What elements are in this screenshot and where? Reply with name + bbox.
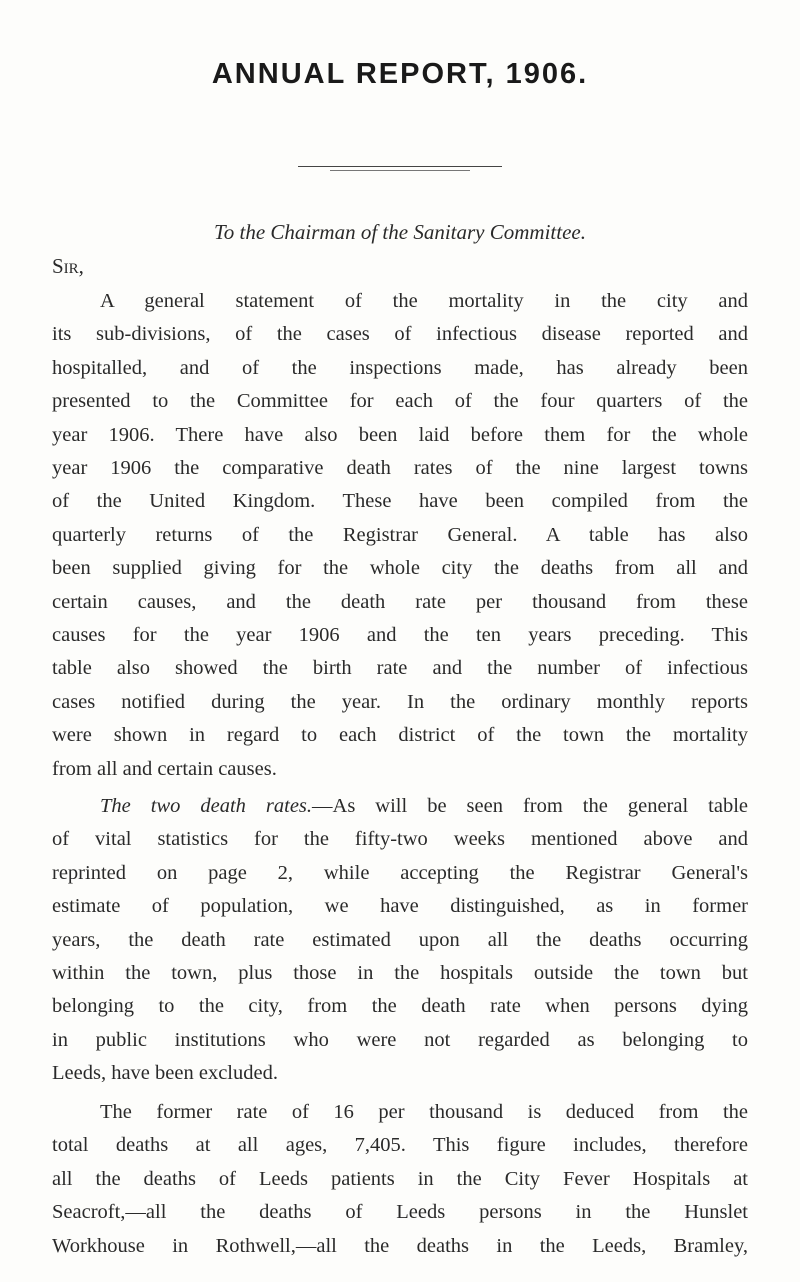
text-line (52, 993, 748, 1019)
line-text: Seacroft,—all the deaths of Leeds persons in the Hunslet (52, 1201, 748, 1224)
line-text: Leeds, have been excluded. (52, 1062, 278, 1085)
line-text: A general statement of the mortality in the city and (100, 290, 748, 312)
text-line (52, 722, 748, 748)
text-line (52, 488, 748, 514)
line-text: quarterly returns of the Registrar General. A table has also (52, 523, 748, 546)
address-line: To the Chairman of the Sanitary Committee. (214, 220, 586, 244)
text-line (52, 1060, 748, 1086)
line-text: from all and certain causes. (52, 757, 277, 780)
text-line (52, 589, 748, 615)
text-line (52, 455, 748, 481)
text-line (100, 1099, 748, 1125)
text-line (100, 288, 748, 314)
line-text: —As will be seen from the general table (312, 795, 748, 817)
text-line (52, 1233, 748, 1259)
text-line (52, 860, 748, 886)
line-text: Workhouse in Rothwell,—all the deaths in the Leeds, Bramley, (52, 1234, 748, 1257)
text-line (52, 927, 748, 953)
text-line (52, 355, 748, 381)
text-line (52, 422, 748, 448)
line-text: all the deaths of Leeds patients in the City Fever Hospitals at (52, 1167, 748, 1190)
text-line (52, 622, 748, 648)
line-text: causes for the year 1906 and the ten years preceding. This (52, 624, 748, 646)
salutation: Sir, (52, 254, 84, 278)
line-text: hospitalled, and of the inspections made, has already been (52, 356, 748, 379)
section-heading: The two death rates. (100, 795, 313, 817)
line-text: were shown in regard to each district of the town the mortality (52, 724, 748, 747)
decorative-rule (330, 170, 470, 171)
line-text: total deaths at all ages, 7,405. This figure includes, therefore (52, 1134, 748, 1157)
text-line (52, 756, 748, 782)
line-text: presented to the Committee for each of the four quarters of the (52, 390, 748, 413)
text-line (52, 1027, 748, 1053)
page-title: ANNUAL REPORT, 1906. (211, 58, 589, 90)
text-line (52, 321, 748, 347)
line-text: years, the death rate estimated upon all the deaths occurring (52, 928, 748, 951)
decorative-rule (298, 166, 502, 167)
text-line (52, 655, 748, 681)
text-line (52, 522, 748, 548)
text-line (52, 689, 748, 715)
text-line (52, 388, 748, 414)
line-text: The former rate of 16 per thousand is deduced from the (100, 1101, 748, 1123)
line-text: in public institutions who were not regarded as belonging to (52, 1028, 748, 1051)
line-text: of the United Kingdom. These have been compiled from the (52, 490, 748, 513)
text-line (52, 555, 748, 581)
line-text: certain causes, and the death rate per thousand from these (52, 590, 748, 613)
line-text: reprinted on page 2, while accepting the Registrar General's (52, 861, 748, 884)
line-text: table also showed the birth rate and the number of infectious (52, 657, 748, 680)
line-text: year 1906. There have also been laid before them for the whole (52, 423, 748, 446)
line-text: estimate of population, we have distinguished, as in former (52, 895, 748, 918)
text-line (52, 893, 748, 919)
line-text: within the town, plus those in the hospitals outside the town but (52, 962, 748, 984)
text-line (52, 826, 748, 852)
text-line (52, 1166, 748, 1192)
text-line (100, 793, 748, 819)
line-text: its sub-divisions, of the cases of infectious disease reported and (52, 323, 748, 346)
text-line (52, 1199, 748, 1225)
line-text: year 1906 the comparative death rates of the nine largest towns (52, 457, 748, 479)
line-text: of vital statistics for the fifty-two weeks mentioned above and (52, 828, 748, 851)
line-text: belonging to the city, from the death rate when persons dying (52, 995, 748, 1018)
line-text: been supplied giving for the whole city the deaths from all and (52, 557, 748, 580)
text-line (52, 1132, 748, 1158)
text-line (52, 960, 748, 986)
line-text: cases notified during the year. In the ordinary monthly reports (52, 690, 748, 713)
